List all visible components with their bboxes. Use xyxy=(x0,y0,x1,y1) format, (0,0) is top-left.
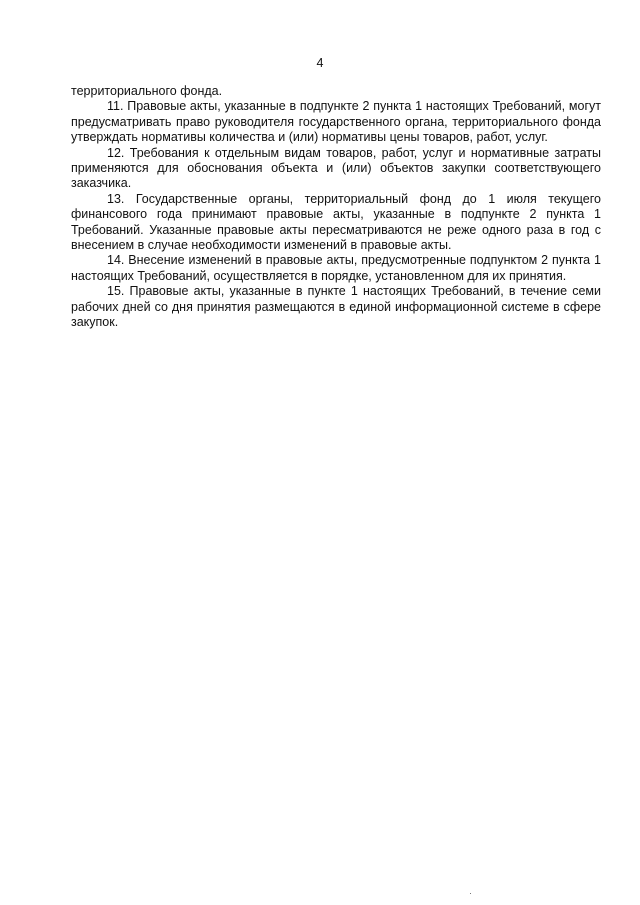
paragraph-13: 13. Государственные органы, территориальный фонд до 1 июля текущего финансового года принимают правовые акты, указанные в подпункте 2 пункта 1 Требований. Указанные правовые акты пересматриваются не реже одного раза в год с внесением в случае необходимости изменений в правовые акты. xyxy=(71,191,601,253)
page-number: 4 xyxy=(316,56,324,70)
paragraph-15: 15. Правовые акты, указанные в пункте 1 настоящих Требований, в течение семи рабочих дней со дня принятия размещаются в единой информационной системе в сфере закупок. xyxy=(71,284,601,330)
paragraph-continuation: территориального фонда. xyxy=(71,84,223,98)
paragraph-11: 11. Правовые акты, указанные в подпункте 2 пункта 1 настоящих Требований, могут предусматривать право руководителя государственного органа, территориального фонда утверждать нормативы количества и (или) нормативы цены товаров, работ, услуг. xyxy=(71,99,601,145)
paragraph-14: 14. Внесение изменений в правовые акты, предусмотренные подпунктом 2 пункта 1 настоящих Требований, осуществляется в порядке, установленном для их принятия. xyxy=(71,253,601,283)
document-body xyxy=(71,84,601,331)
paragraph-12: 12. Требования к отдельным видам товаров, работ, услуг и нормативные затраты применяются для обоснования объекта и (или) объектов закупки соответствующего заказчика. xyxy=(71,145,601,191)
scan-speck xyxy=(470,893,471,894)
